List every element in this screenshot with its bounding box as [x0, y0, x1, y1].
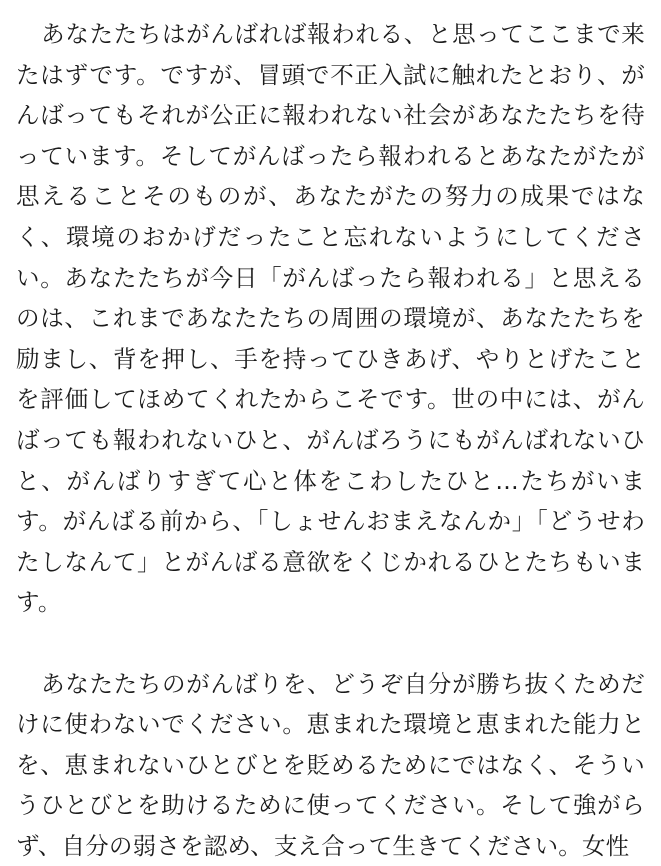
paragraph-2: [16, 664, 645, 866]
paragraph-text: あなたたちのがんばりを、どうぞ自分が勝ち抜くためだけに使わないでください。恵まれた環境と恵まれた能力とを、恵まれないひとびとを貶めるためにではなく、そういうひとびとを助けるために使ってください。そして強がらず、自分の弱さを認め、支え合って生きてください。女性: [16, 670, 645, 860]
paragraph-text: あなたたちはがんばれば報われる、と思ってここまで来たはずです。ですが、冒頭で不正入試に触れたとおり、がんばってもそれが公正に報われない社会があなたたちを待っています。そしてがんばったら報われるとあなたがたが思えることそのものが、あなたがたの努力の成果ではなく、環境のおかげだったこと忘れないようにしてください。あなたたちが今日「がんばったら報われる」と思えるのは、これまであなたたちの周囲の環境が、あなたたちを励まし、背を押し、手を持ってひきあげ、やりとげたことを評価してほめてくれたからこそです。世の中には、がんばっても報われないひと、がんばろうにもがんばれないひと、がんばりすぎて心と体をこわしたひと…たちがいます。がんばる前から、「しょせんおまえなんか」「どうせわたしなんて」とがんばる意欲をくじかれるひとたちもいます。: [16, 20, 645, 616]
paragraph-1: [16, 14, 645, 623]
